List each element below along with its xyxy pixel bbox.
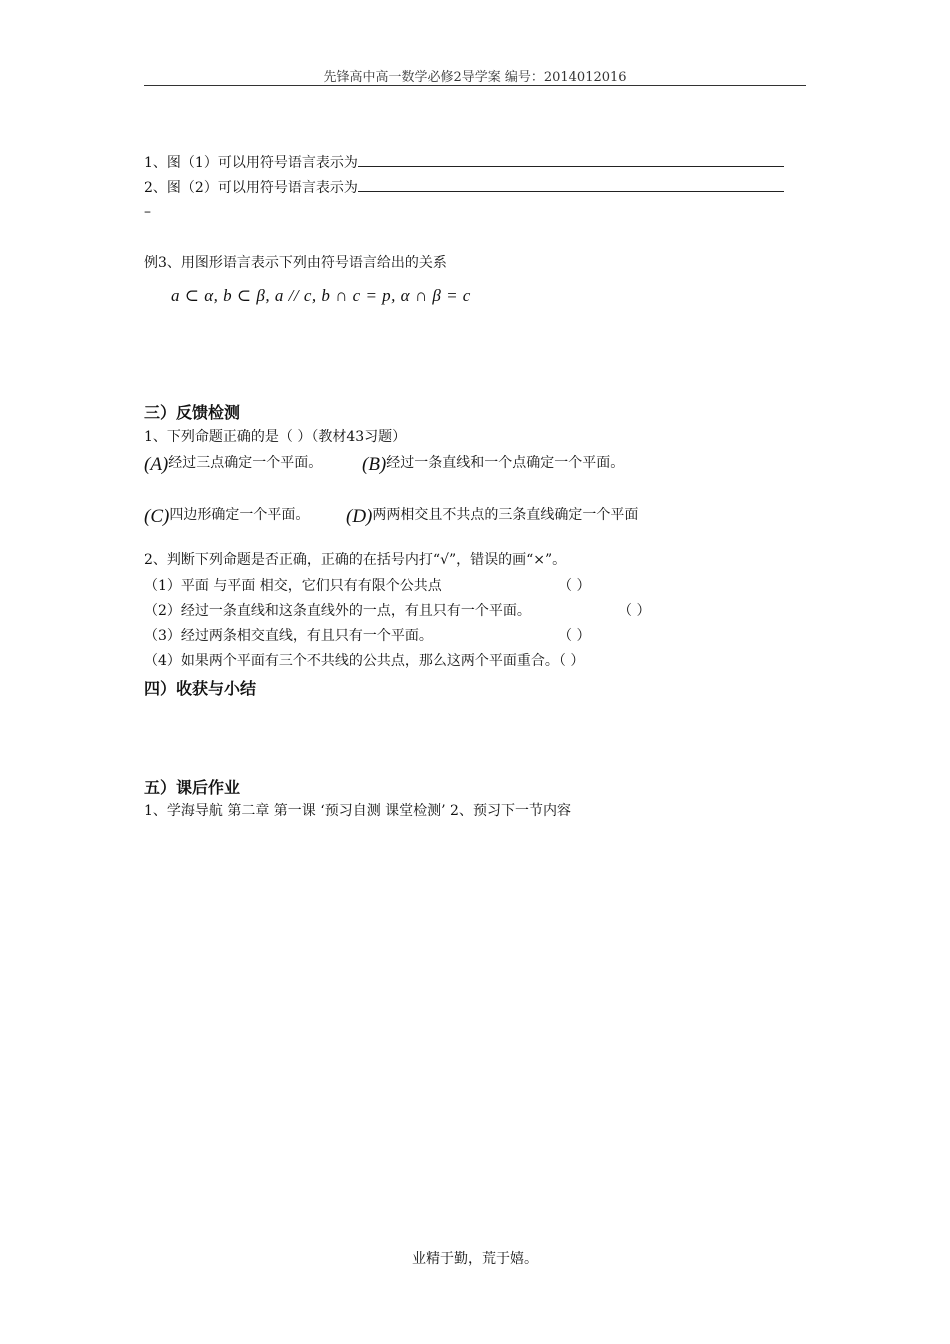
judgement-1: （1）平面 与平面 相交，它们只有有限个公共点 [144, 578, 442, 594]
fill-question-2-text: 2、图（2）可以用符号语言表示为 [144, 180, 358, 196]
header-rule [144, 85, 806, 86]
option-c-letter: (C) [144, 506, 170, 527]
option-a-letter: (A) [144, 454, 169, 475]
fill-question-1-text: 1、图（1）可以用符号语言表示为 [144, 155, 358, 171]
option-b-letter: (B) [362, 454, 387, 475]
section-5-title: 五）课后作业 [144, 778, 241, 797]
option-d [346, 506, 638, 528]
page-footer-motto: 业精于勤，荒于嬉。 [412, 1251, 538, 1267]
judgement-2: （2）经过一条直线和这条直线外的一点，有且只有一个平面。 [144, 603, 531, 619]
question-1: 1、下列命题正确的是（ ）（教材43习题） [144, 429, 407, 445]
option-a [144, 454, 322, 476]
option-c-text: 四边形确定一个平面。 [169, 507, 310, 523]
example-3-formula: a ⊂ α, b ⊂ β, a // c, b ∩ c = p, α ∩ β = c [171, 286, 471, 305]
option-a-text: 经过三点确定一个平面。 [168, 455, 323, 471]
page-header: 先锋高中高一数学必修2导学案 编号：2014012016 [323, 70, 627, 85]
option-d-letter: (D) [346, 506, 373, 527]
homework-text: 1、学海导航 第二章 第一课 ‘预习自测 课堂检测’ 2、预习下一节内容 [144, 803, 571, 819]
fill-question-2 [144, 177, 784, 197]
judgement-1-paren[interactable]: （ ） [558, 578, 591, 594]
answer-blank-2[interactable] [358, 177, 784, 192]
judgement-3: （3）经过两条相交直线，有且只有一个平面。 [144, 628, 433, 644]
example-3-prompt: 例3、用图形语言表示下列由符号语言给出的关系 [144, 255, 447, 271]
judgement-3-paren[interactable]: （ ） [558, 628, 591, 644]
option-c [144, 506, 309, 528]
option-d-text: 两两相交且不共点的三条直线确定一个平面 [372, 507, 639, 523]
section-3-title: 三）反馈检测 [144, 403, 241, 422]
answer-blank-1[interactable] [358, 152, 784, 167]
stray-mark: – [144, 204, 151, 220]
option-b [362, 454, 624, 476]
judgement-4: （4）如果两个平面有三个不共线的公共点，那么这两个平面重合。（ ） [144, 653, 585, 669]
question-2: 2、判断下列命题是否正确，正确的在括号内打“√”，错误的画“×”。 [144, 552, 567, 568]
section-4-title: 四）收获与小结 [144, 679, 257, 698]
option-b-text: 经过一条直线和一个点确定一个平面。 [386, 455, 625, 471]
fill-question-1 [144, 152, 784, 172]
judgement-2-paren[interactable]: （ ） [618, 603, 651, 619]
